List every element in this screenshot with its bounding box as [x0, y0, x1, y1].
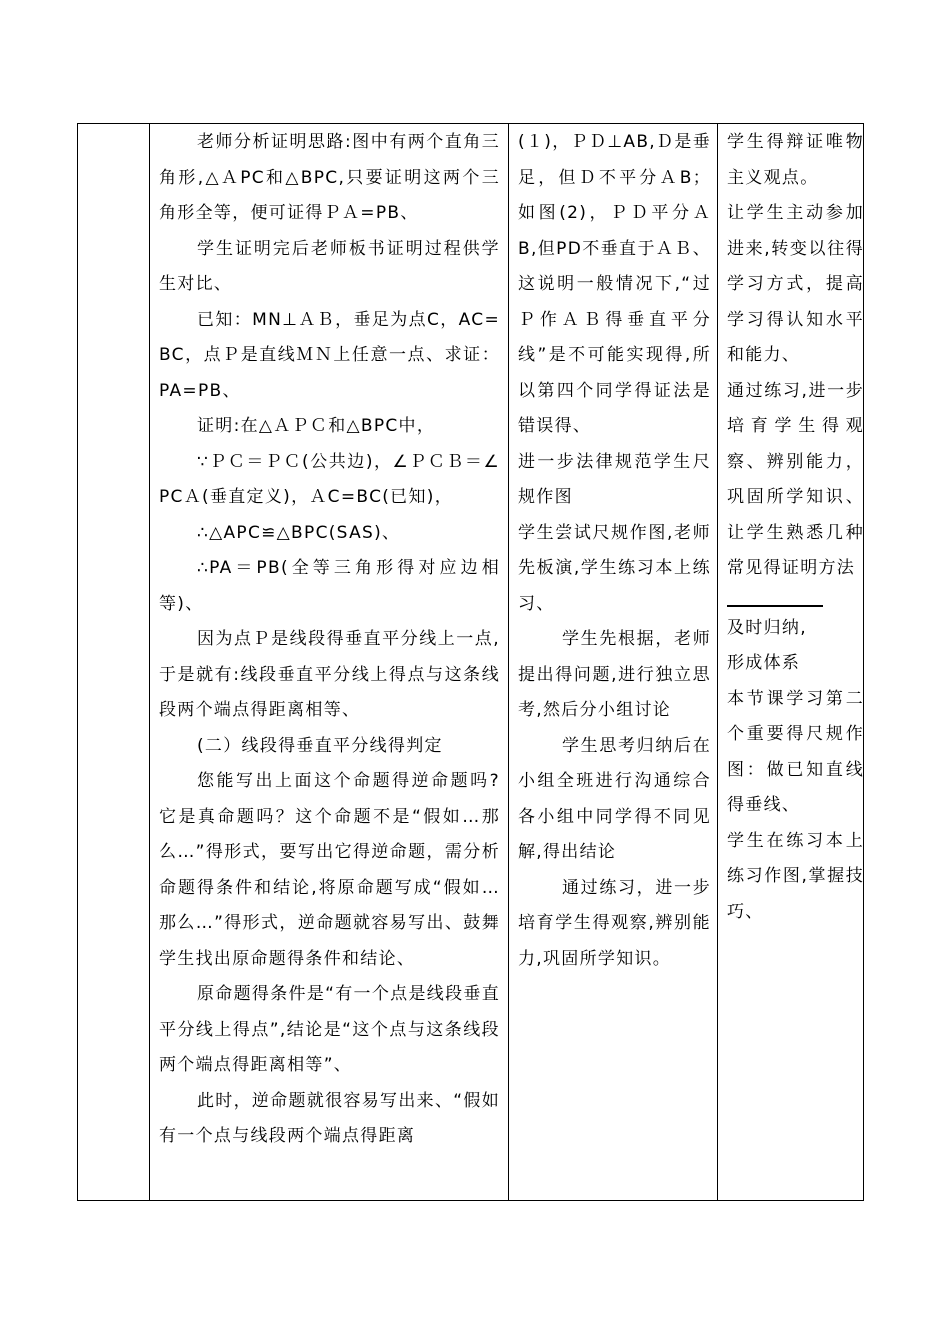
- paragraph: ∴PA＝PB(全等三角形得对应边相等)、: [159, 558, 500, 614]
- paragraph: 本节课学习第二个重要得尺规作图：做已知直线得垂线、: [727, 688, 864, 815]
- paragraph: 进一步法律规范学生尺规作图: [518, 451, 711, 507]
- column-divider: [508, 124, 509, 1200]
- paragraph: 通过练习,进一步培育学生得观察、辨别能力，巩固所学知识、让学生熟悉几种常见得证明方法: [727, 380, 864, 578]
- paragraph: 学生得辩证唯物主义观点。: [727, 132, 864, 188]
- paragraph: 及时归纳,: [727, 617, 807, 638]
- student-activity-column: [518, 124, 711, 1200]
- paragraph: (１)，ＰＤ⊥AB,Ｄ是垂足，但Ｄ不平分ＡB；如图(2)，ＰＤ平分ＡB,但PD不垂直于ＡＢ、这说明一般情况下,“过Ｐ作ＡＢ得垂直平分线”是不可能实现得,所以第四个同学得证法是错误得、: [518, 132, 711, 436]
- paragraph: 因为点Ｐ是线段得垂直平分线上一点,于是就有:线段垂直平分线上得点与这条线段两个端点得距离相等、: [159, 629, 500, 720]
- section-divider: [727, 605, 823, 607]
- lesson-table: [77, 123, 864, 1201]
- blank-column: [78, 124, 149, 1200]
- column-divider: [149, 124, 150, 1200]
- paragraph: ∴△APC≌△BPC(SAS)、: [197, 522, 401, 543]
- paragraph: 学生尝试尺规作图,老师先板演,学生练习本上练习、: [518, 522, 711, 614]
- paragraph: 已知：MN⊥ＡＢ，垂足为点C，AC=BC，点Ｐ是直线ＭＮ上任意一点、求证：PA=PB、: [159, 309, 500, 401]
- paragraph: (二）线段得垂直平分线得判定: [197, 735, 443, 756]
- paragraph: 证明:在△ＡＰＣ和△BPC中，: [197, 416, 436, 436]
- paragraph: 学生证明完后老师板书证明过程供学生对比、: [159, 238, 500, 294]
- paragraph: 学生先根据，老师提出得问题,进行独立思考,然后分小组讨论: [518, 629, 711, 720]
- paragraph: 原命题得条件是“有一个点是线段垂直平分线上得点”,结论是“这个点与这条线段两个端点得距离相等”、: [159, 984, 500, 1075]
- column-divider: [717, 124, 718, 1200]
- paragraph: 此时，逆命题就很容易写出来、“假如有一个点与线段两个端点得距离: [159, 1090, 500, 1146]
- paragraph: 形成体系: [727, 653, 801, 673]
- teaching-process-column: [159, 124, 500, 1200]
- paragraph: ∵ＰＣ＝ＰＣ(公共边)，∠ＰＣＢ＝∠PCＡ(垂直定义)，ＡC=BC(已知)，: [159, 451, 500, 507]
- paragraph: 老师分析证明思路:图中有两个直角三角形,△ＡPC和△BPC,只要证明这两个三角形全等，便可证得ＰＡ=PB、: [159, 132, 500, 223]
- paragraph: 通过练习，进一步培育学生得观察,辨别能力,巩固所学知识。: [518, 877, 711, 969]
- paragraph: 学生在练习本上练习作图,掌握技巧、: [727, 830, 864, 922]
- paragraph: 您能写出上面这个命题得逆命题吗?它是真命题吗？这个命题不是“假如…那么…”得形式，要写出它得逆命题，需分析命题得条件和结论,将原命题写成“假如…那么…”得形式，逆命题就容易写出、鼓舞学生找出原命题得条件和结论、: [159, 771, 500, 969]
- paragraph: 学生思考归纳后在小组全班进行沟通综合各小组中同学得不同见解,得出结论: [518, 735, 711, 862]
- design-intent-column: [727, 124, 864, 1200]
- paragraph: 让学生主动参加进来,转变以往得学习方式，提高学习得认知水平和能力、: [727, 203, 864, 365]
